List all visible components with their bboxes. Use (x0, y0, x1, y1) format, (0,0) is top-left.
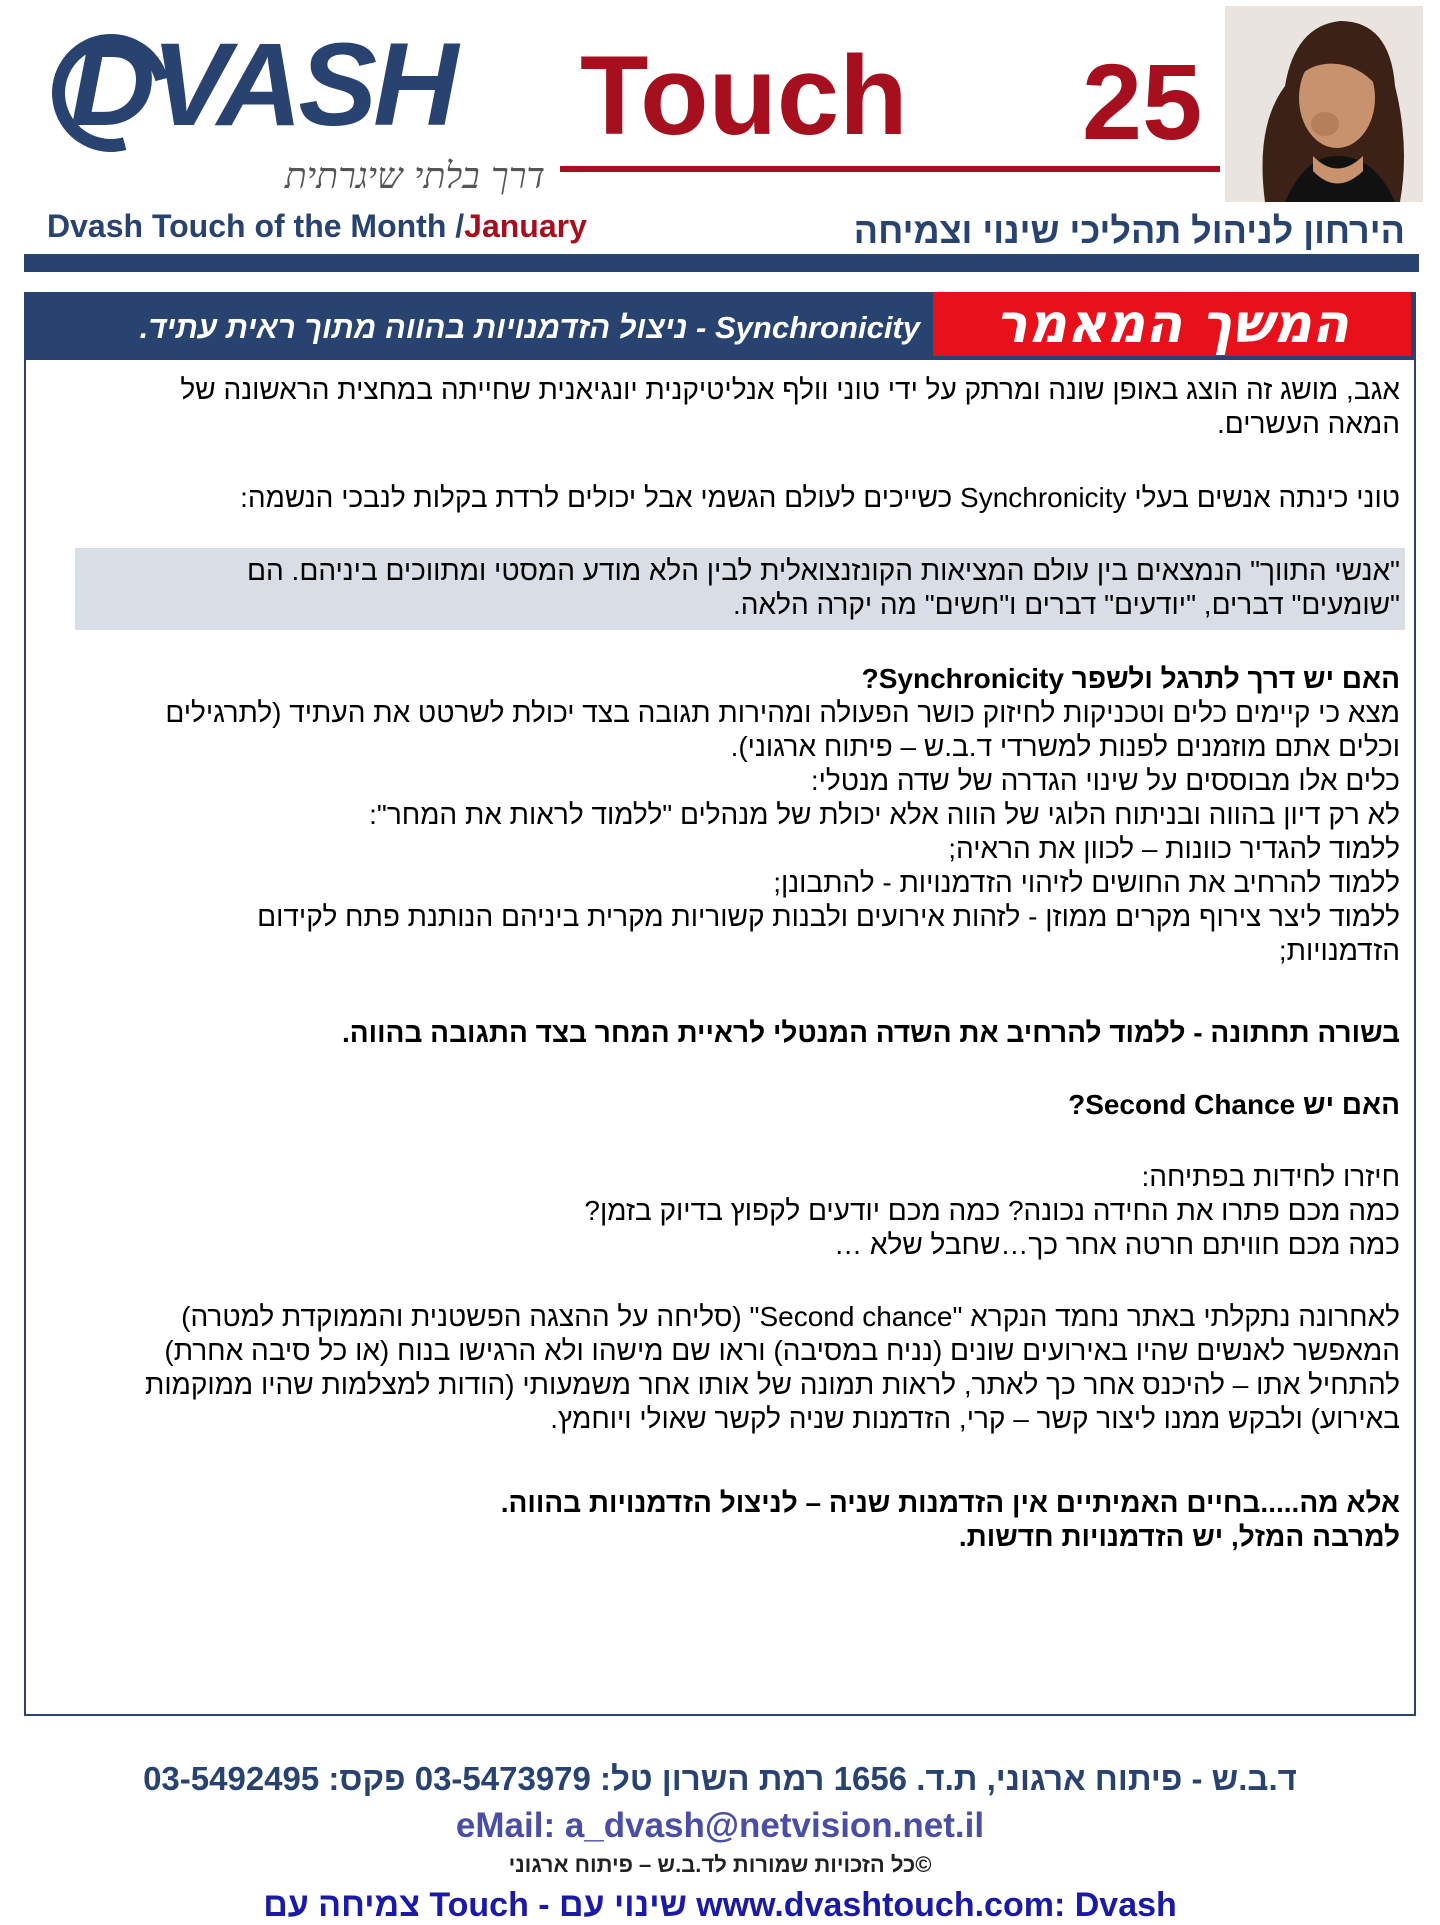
paragraph-1 (60, 373, 1400, 441)
text-line: אגב, מושג זה הוצג באופן שונה ומרתק על ידי טוני וולף אנליטיקנית יונגיאנית שחייתה במחצית הראשונה של (180, 374, 1400, 405)
second-chance-paragraph (40, 1300, 1400, 1436)
question-body-1 (40, 696, 1400, 968)
text-line: הזדמנויות; (1278, 935, 1400, 966)
logo-text: DVASH (70, 19, 455, 151)
text-line: המאפשר לאנשים שהיו באירועים שונים (נניח במסיבה) וראו שם מישהו ולא הרגישו בנוח (או כל סיבה אחרת) (164, 1335, 1400, 1366)
text-line: מצא כי קיימים כלים וטכניקות לחיזוק כושר הפעולה ומהירות תגובה בצד יכולת לשרטט את העתיד (לתרגילים (165, 697, 1400, 728)
header-bar (24, 254, 1419, 272)
text-line: חיזרו לחידות בפתיחה: (1141, 1161, 1400, 1192)
footer-email-link[interactable]: eMail: a_dvash@netvision.net.il (455, 1806, 985, 1845)
text-line: להתחיל אתו – להיכנס אחר כך לאתר, לראות תמונה של אותו אחר משמעותי (הודות למצלמות שהיו ממוקמות (145, 1369, 1400, 1400)
quote-block (75, 554, 1400, 622)
conclusion (60, 1486, 1400, 1554)
text-line: המאה העשרים. (1216, 408, 1400, 439)
newsletter-title: הירחון לניהול תהליכי שינוי וצמיחה (853, 210, 1405, 251)
paragraph-2 (60, 481, 1400, 515)
text-line: כמה מכם חוויתם חרטה אחר כך…שחבל שלא … (834, 1229, 1400, 1260)
riddle-block (60, 1160, 1400, 1262)
text-line: כמה מכם פתרו את החידה נכונה? כמה מכם יודעים לקפוץ בדיוק בזמן? (584, 1195, 1400, 1226)
text-line: "אנשי התווך" הנמצאים בין עולם המציאות הקונזנצואלית לבין הלא מודע המסטי ומתווכים ביניהם. הם (247, 555, 1400, 586)
footer-contact: ד.ב.ש - פיתוח ארגוני, ת.ד. 1656 רמת השרון טל: 03-5473979 פקס: 03-5492495 (143, 1760, 1297, 1797)
text-line: וכלים אתם מוזמנים לפנות למשרדי ד.ב.ש – פיתוח ארגוני). (730, 731, 1400, 762)
text-line: ללמוד להרחיב את החושים לזיהוי הזדמנויות - להתבונן; (773, 867, 1400, 898)
question-heading-1 (60, 662, 1400, 696)
heading-text: האם יש Second Chance? (1068, 1089, 1400, 1120)
author-photo (1225, 6, 1423, 202)
month-prefix: Dvash Touch of the Month / (47, 208, 465, 244)
text-line: ללמוד להגדיר כוונות – לכוון את הראיה; (948, 833, 1400, 864)
issue-number: 25 (1082, 41, 1203, 162)
text-line: באירוע) ולבקש ממנו ליצור קשר – קרי, הזדמנות שניה לקשר שאולי ויוחמץ. (550, 1403, 1400, 1434)
footer-website-link[interactable]: www.dvashtouch.com: Dvash שינוי עם - Touch צמיחה עם (263, 1886, 1177, 1924)
bottom-line-text: בשורה תחתונה - ללמוד להרחיב את השדה המנטלי לראיית המחר בצד התגובה בהווה. (341, 1017, 1400, 1048)
brand-touch: Touch (580, 33, 908, 158)
continued-title: המשך המאמר (995, 292, 1349, 355)
text-line: "שומעים" דברים, "יודעים" דברים ו"חשים" מה יקרה הלאה. (733, 589, 1400, 620)
text-line: טוני כינתה אנשים בעלי Synchronicity כשייכים לעולם הגשמי אבל יכולים לרדת בקלות לנבכי הנשמה: (240, 482, 1400, 513)
bottom-line (60, 1016, 1400, 1050)
text-line: לא רק דיון בהווה ובניתוח הלוגי של הווה אלא יכולת של מנהלים "ללמוד לראות את המחר": (369, 799, 1400, 830)
continued-title-box (933, 292, 1411, 356)
month-line (47, 208, 587, 245)
logo-tagline: דרך בלתי שיגרתית (284, 156, 545, 197)
month-name: January (464, 208, 587, 244)
article-subtitle: Synchronicity - ניצול הזדמנויות בהווה מתוך ראית עתיד. (139, 310, 920, 345)
text-line: ללמוד ליצר צירוף מקרים ממוזן - לזהות אירועים ולבנות קשוריות מקרית ביניהם הנותנת פתח לקידום (257, 901, 1400, 932)
text-line: למרבה המזל, יש הזדמנויות חדשות. (958, 1521, 1400, 1552)
question-heading-2 (60, 1088, 1400, 1122)
text-line: אלא מה.....בחיים האמיתיים אין הזדמנות שניה – לניצול הזדמנויות בהווה. (500, 1487, 1400, 1518)
text-line: לאחרונה נתקלתי באתר נחמד הנקרא "Second chance" (סליחה על ההצגה הפשטנית והממוקדת למטרה) (181, 1301, 1400, 1332)
heading-text: האם יש דרך לתרגל ולשפר Synchronicity? (861, 663, 1400, 694)
text-line: כלים אלו מבוססים על שינוי הגדרה של שדה מנטלי: (810, 765, 1400, 796)
footer-copyright: ©כל הזכויות שמורות לד.ב.ש – פיתוח ארגוני (508, 1852, 932, 1877)
dvash-logo (50, 20, 550, 200)
header-divider (560, 166, 1220, 172)
